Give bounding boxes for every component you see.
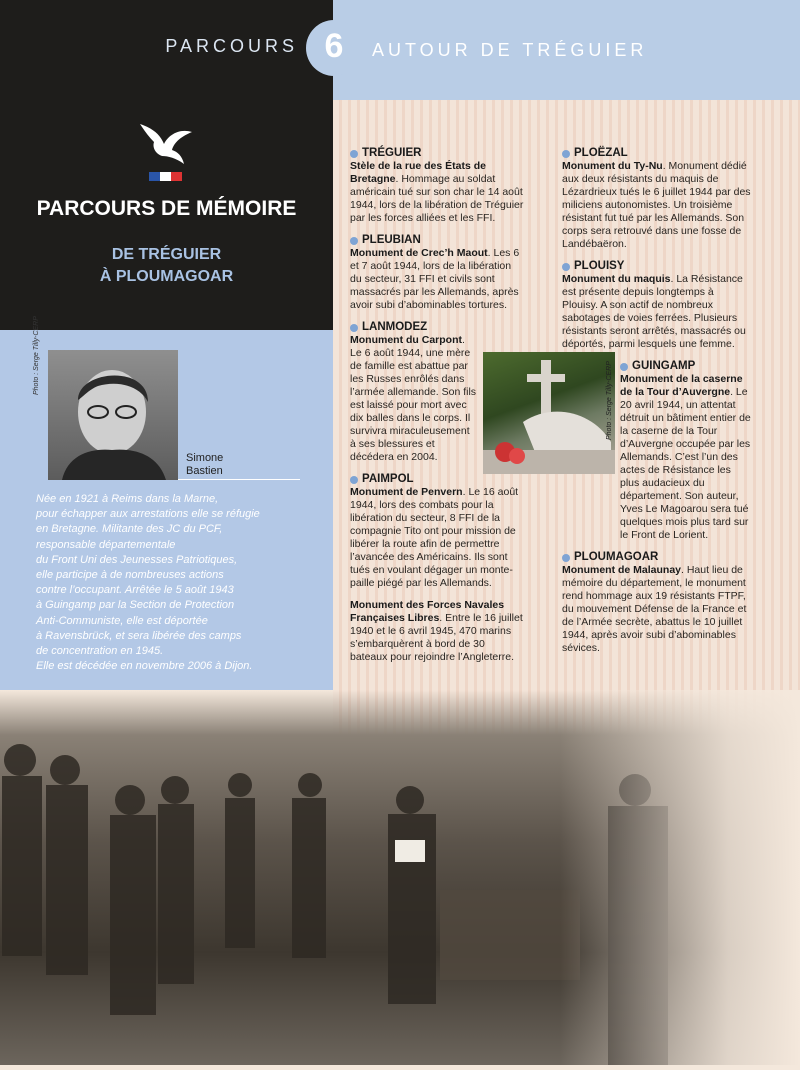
memorial-entry: [350, 321, 478, 464]
monument-description: . Le 16 août 1944, lors des combats pour la libération du secteur, 8 FFI de la compagnie Tito ont pour mission de libérer la route afin de permettre l’avancée des Américains. Ils sont tués en voulant dégager un monte-paille piégé par les Allemands.: [350, 486, 519, 589]
memorial-entry: [350, 234, 525, 312]
bullet-icon: [562, 554, 570, 562]
bio-line: Anti-Communiste, elle est déportée: [36, 614, 208, 627]
portrait-last-name: Bastien: [186, 465, 223, 477]
header-parcours-label: PARCOURS: [165, 36, 298, 56]
memorial-entry: [350, 473, 525, 590]
monument-name: Monument de Penvern: [350, 486, 463, 498]
monument-photo: [483, 352, 615, 474]
bio-line: Née en 1921 à Reims dans la Marne,: [36, 493, 219, 505]
location-name: PLOËZAL: [574, 147, 628, 159]
location-name: TRÉGUIER: [362, 147, 422, 159]
memorial-entry: [562, 551, 752, 655]
bio-line: à Ravensbrück, et sera libérée des camps: [36, 629, 242, 642]
bullet-icon: [350, 476, 358, 484]
portrait-first-name: Simone: [186, 452, 224, 464]
monument-description: . Le 20 avril 1944, un attentat détruit un bâtiment entier de la caserne de la Tour d’Auvergne occupée par les Allemands. C’est l’un des actes de Résistance les plus audacieux du département. Son auteur, Yves Le Magoarou sera tué quelques mois plus tard sur le Front de Lorient.: [620, 386, 751, 541]
dove-icon: [138, 118, 194, 166]
location-name: PAIMPOL: [362, 473, 414, 485]
location-name: PLOUMAGOAR: [574, 551, 659, 563]
monument-description: . Les 6 et 7 août 1944, lors de la libération du secteur, 31 FFI et civils sont massacrés par les Allemands, après avoir subi d’abominables tortures.: [350, 247, 520, 311]
page-title: PARCOURS DE MÉMOIRE: [36, 197, 297, 220]
memorial-entry: [350, 599, 525, 664]
monument-description: . La Résistance est présente depuis longtemps à Plouisy. A son actif de nombreux sabotages de voies ferrées. Plusieurs résistants seront arrêtés, massacrés ou déportés, parmi lesquels une femme.: [562, 273, 746, 350]
monument-name: Monument de Crec’h Maout: [350, 247, 488, 259]
bio-line: de concentration en 1945.: [36, 645, 164, 658]
monument-description: . Hommage au soldat américain tué sur son char le 14 août 1944, lors de la libération de Tréguier par les forces alliées et les FFI.: [350, 173, 524, 224]
bullet-icon: [350, 150, 358, 158]
memorial-entry: [562, 147, 752, 251]
portrait-photo: [48, 350, 178, 480]
bullet-icon: [350, 324, 358, 332]
header-route-title: AUTOUR DE TRÉGUIER: [372, 40, 648, 60]
memorial-entry: [562, 260, 752, 351]
monument-description: . Haut lieu de mémoire du département, le monument rend hommage aux 19 résistants FTPF, du mouvement Défense de la France et de l’Armée secrète, abattus le 10 juillet 1944, après avoir subi d’abominables sévices.: [562, 564, 747, 654]
header-number: 6: [324, 27, 344, 65]
bullet-icon: [562, 150, 570, 158]
bio-line: du Front Uni des Jeunesses Patriotiques,: [36, 553, 238, 566]
bullet-icon: [620, 363, 628, 371]
memorial-entry: [350, 147, 525, 225]
subtitle-line2: À PLOUMAGOAR: [99, 268, 234, 285]
subtitle-line1: DE TRÉGUIER: [111, 246, 222, 263]
photo-fade-overlay: [560, 690, 800, 1065]
monument-name: Stèle de la rue des États de Bretagne: [350, 160, 486, 185]
biography-text: [36, 492, 316, 674]
monument-description: . Entre le 16 juillet 1940 et le 6 avril 1945, 470 marins s’embarquèrent à bord de 30 bateaux pour rejoindre l’Angleterre.: [350, 612, 523, 663]
bio-line: responsable départementale: [36, 538, 176, 551]
monument-name: Monument de Malaunay: [562, 564, 682, 576]
bio-line: Elle est décédée en novembre 2006 à Dijon.: [36, 660, 253, 673]
monument-description: . Monument dédié aux deux résistants du maquis de Lézardrieux tués le 6 juillet 1944 par des miliciens autonomistes. Un troisième résistant fut tué par les Allemands. Son corps sera retrouvé dans une fosse de Landébaëron.: [562, 160, 751, 250]
bullet-icon: [562, 263, 570, 271]
bio-line: à Guingamp par la Section de Protection: [36, 599, 235, 612]
bio-line: elle participe à de nombreuses actions: [36, 569, 224, 582]
monument-name: Monument du Ty-Nu: [562, 160, 663, 172]
monument-name: Monument du maquis: [562, 273, 671, 285]
bio-line: pour échapper aux arrestations elle se réfugie: [36, 508, 260, 521]
location-name: PLOUISY: [574, 260, 625, 272]
bio-line: contre l’occupant. Arrêtée le 5 août 1943: [36, 584, 234, 597]
monument-description: . Le 6 août 1944, une mère de famille est abattue par les Russes enrôlés dans l’armée allemande. Son fils est laissé pour mort avec dix balles dans le corps. Il survivra miraculeusement à ses blessures et décédera en 2004.: [350, 334, 477, 463]
location-name: PLEUBIAN: [362, 234, 421, 246]
location-name: LANMODEZ: [362, 321, 428, 333]
location-name: GUINGAMP: [632, 360, 696, 372]
monument-name: Monument du Carpont: [350, 334, 462, 346]
bio-line: en Bretagne. Militante des JC du PCF,: [36, 523, 223, 536]
french-flag-icon: [149, 172, 182, 181]
bullet-icon: [350, 237, 358, 245]
portrait-divider: [178, 479, 300, 480]
monument-photo-credit: Photo : Serge Tilly-CERP: [606, 361, 613, 440]
portrait-photo-credit: Photo : Serge Tilly-CERP: [33, 316, 40, 395]
monument-name: Monument de la caserne de la Tour d’Auvergne: [620, 373, 743, 398]
monument-name: Monument des Forces Navales Françaises Libres: [350, 599, 505, 624]
